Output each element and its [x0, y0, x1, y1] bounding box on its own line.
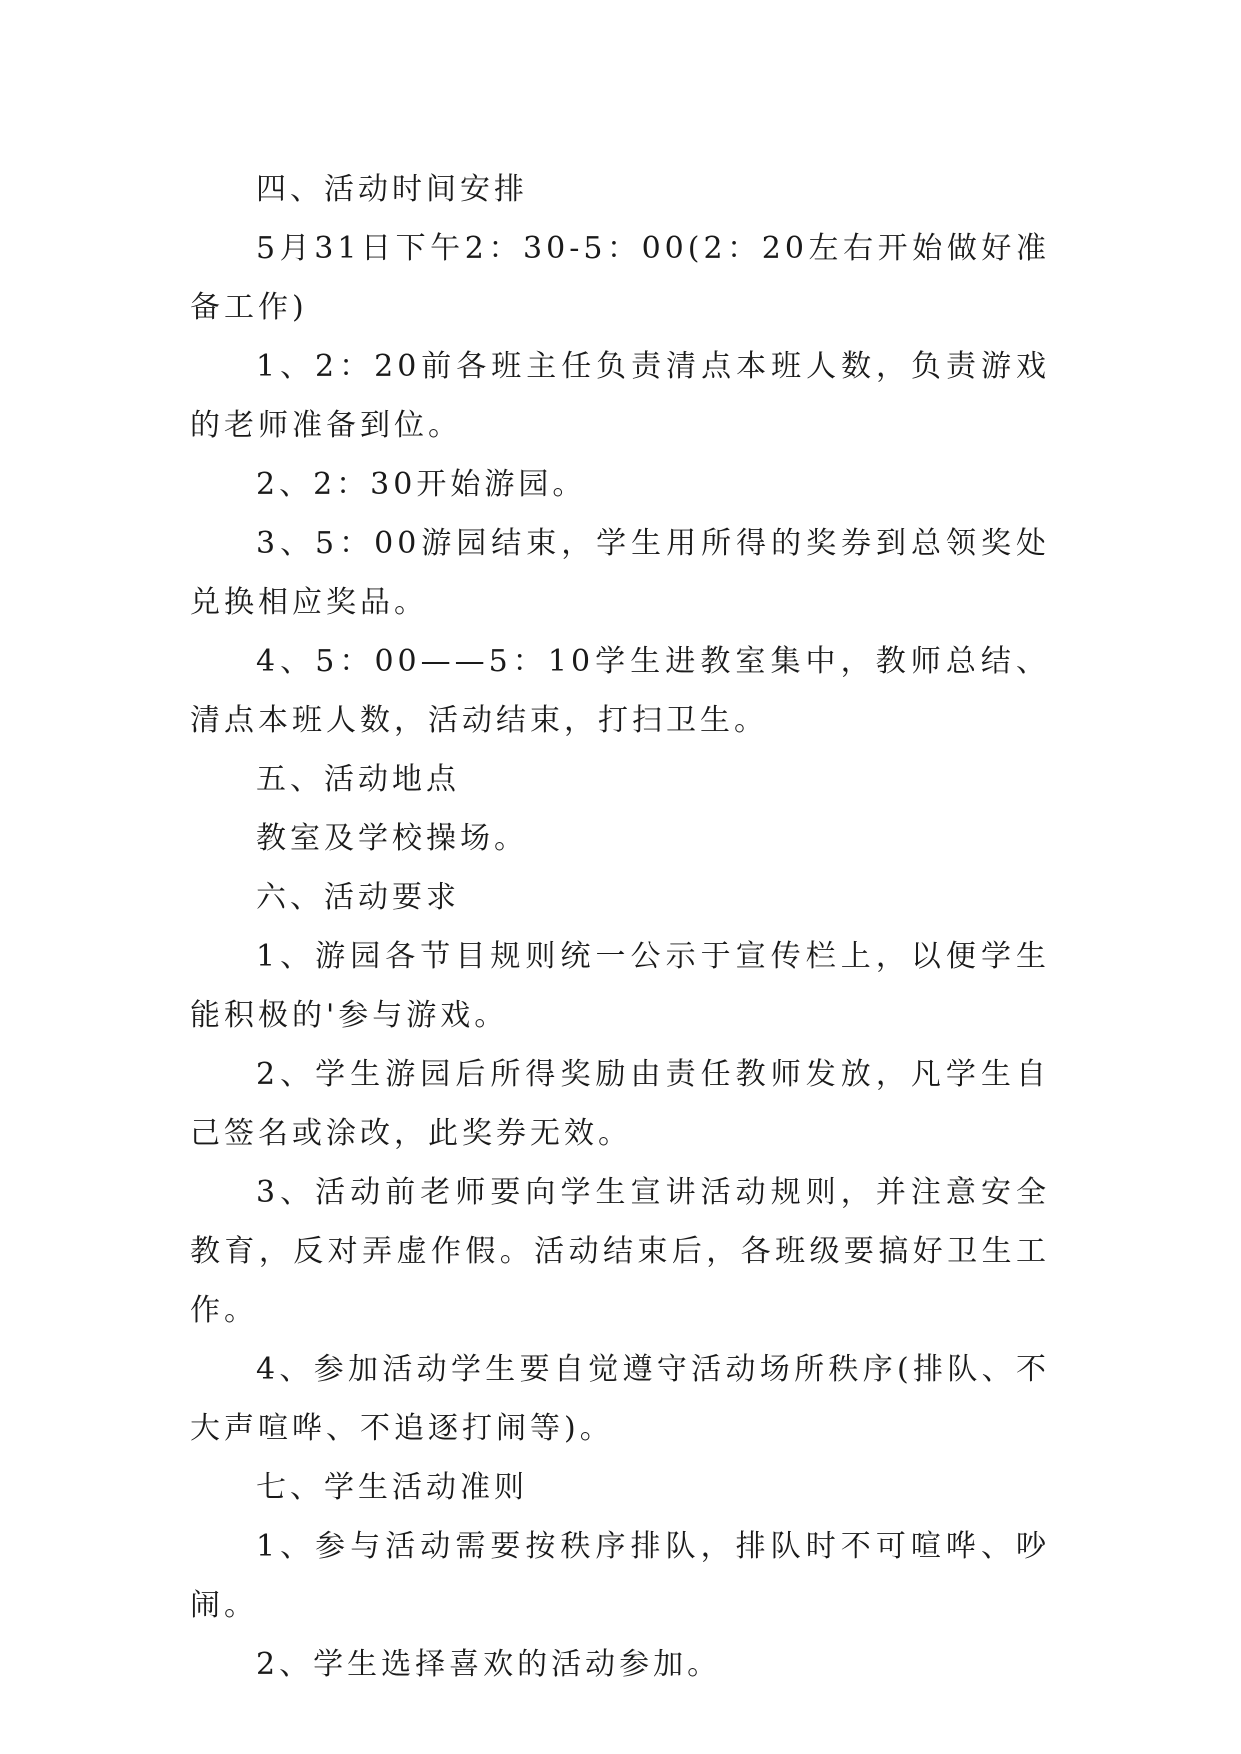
paragraph-requirement-4: 4、参加活动学生要自觉遵守活动场所秩序(排队、不大声喧哗、不追逐打闹等)。 [190, 1352, 1050, 1446]
paragraph-schedule-item-2: 2、2：30开始游园。 [256, 467, 587, 502]
paragraph-schedule-time: 5月31日下午2：30-5：00(2：20左右开始做好准备工作) [190, 231, 1050, 325]
paragraph-schedule-item-3: 3、5：00游园结束，学生用所得的奖券到总领奖处兑换相应奖品。 [190, 526, 1050, 620]
section-heading-schedule: 四、活动时间安排 [256, 172, 528, 207]
paragraph-location: 教室及学校操场。 [256, 821, 528, 856]
section-heading-requirements: 六、活动要求 [256, 880, 460, 915]
document-body [190, 160, 1050, 1694]
paragraph-rule-1: 1、参与活动需要按秩序排队，排队时不可喧哗、吵闹。 [190, 1529, 1050, 1623]
section-heading-location: 五、活动地点 [256, 762, 460, 797]
paragraph-requirement-1: 1、游园各节目规则统一公示于宣传栏上，以便学生能积极的'参与游戏。 [190, 939, 1050, 1033]
paragraph-requirement-3: 3、活动前老师要向学生宣讲活动规则，并注意安全教育，反对弄虚作假。活动结束后，各班级要搞好卫生工作。 [190, 1175, 1050, 1328]
paragraph-schedule-item-1: 1、2：20前各班主任负责清点本班人数，负责游戏的老师准备到位。 [190, 349, 1050, 443]
paragraph-requirement-2: 2、学生游园后所得奖励由责任教师发放，凡学生自己签名或涂改，此奖券无效。 [190, 1057, 1050, 1151]
section-heading-rules: 七、学生活动准则 [256, 1470, 528, 1505]
paragraph-schedule-item-4: 4、5：00——5：10学生进教室集中，教师总结、清点本班人数，活动结束，打扫卫生。 [190, 644, 1050, 738]
paragraph-rule-2: 2、学生选择喜欢的活动参加。 [256, 1647, 722, 1682]
